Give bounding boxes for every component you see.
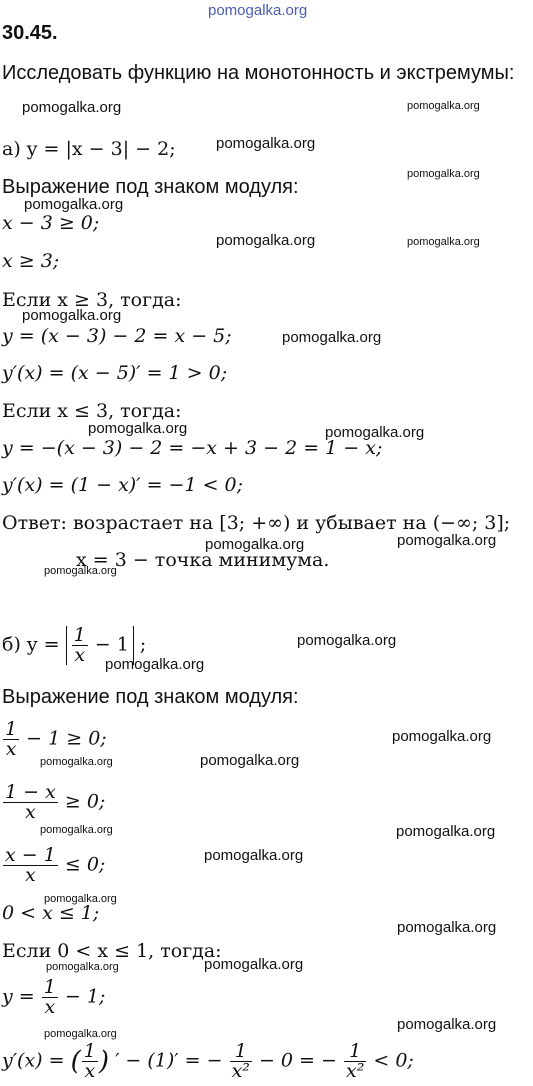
- fraction-denominator: x: [3, 802, 58, 822]
- fraction-denominator: x: [72, 645, 88, 665]
- case-function-tail: − 1;: [64, 985, 106, 1008]
- fraction-numerator: 1: [43, 976, 56, 998]
- part-b-function-prefix: б) y =: [2, 633, 60, 656]
- watermark: pomogalka.org: [46, 961, 119, 973]
- part-a-case1-heading: Если x ≥ 3, тогда:: [2, 289, 182, 311]
- watermark: pomogalka.org: [325, 424, 425, 441]
- case-function-prefix: y =: [2, 985, 35, 1008]
- part-a-answer: Ответ: возрастает на [3; +∞) и убывает на (−∞; 3];: [2, 512, 511, 534]
- watermark: pomogalka.org: [24, 196, 124, 213]
- part-a-condition: x ≥ 3;: [2, 250, 60, 272]
- watermark: pomogalka.org: [396, 823, 496, 840]
- open-paren: (: [70, 1046, 81, 1077]
- watermark: pomogalka.org: [22, 99, 122, 116]
- watermark-top[interactable]: pomogalka.org: [208, 2, 308, 19]
- part-b-case-derivative: [2, 1042, 414, 1081]
- watermark: pomogalka.org: [22, 307, 122, 324]
- derivative-mid: ′ − (1)′ = −: [115, 1049, 223, 1072]
- watermark: pomogalka.org: [397, 532, 497, 549]
- part-b-inequality-1: [2, 720, 107, 759]
- part-a-case2-derivative: y′(x) = (1 − x)′ = −1 < 0;: [2, 474, 244, 496]
- fraction-numerator: 1: [234, 1040, 247, 1062]
- part-b-interval: 0 < x ≤ 1;: [2, 902, 100, 924]
- fraction-numerator: 1 − x: [5, 781, 56, 803]
- part-b-modulus-heading: Выражение под знаком модуля:: [2, 686, 299, 708]
- part-a-inequality: x − 3 ≥ 0;: [2, 212, 100, 234]
- fraction-denominator: x: [3, 865, 58, 885]
- watermark: pomogalka.org: [407, 168, 480, 180]
- watermark: pomogalka.org: [204, 956, 304, 973]
- watermark: pomogalka.org: [216, 135, 316, 152]
- part-b-abs-tail: − 1: [94, 633, 129, 656]
- watermark: pomogalka.org: [44, 1028, 117, 1040]
- task-statement: Исследовать функцию на монотонность и экстремумы:: [2, 62, 515, 84]
- part-b-inequality-3: [2, 846, 105, 885]
- fraction: [3, 720, 19, 759]
- fraction: [42, 978, 58, 1017]
- part-a-modulus-heading: Выражение под знаком модуля:: [2, 176, 299, 198]
- watermark: pomogalka.org: [216, 232, 316, 249]
- fraction-denominator: x: [3, 739, 19, 759]
- watermark: pomogalka.org: [40, 824, 113, 836]
- watermark: pomogalka.org: [44, 565, 117, 577]
- watermark: pomogalka.org: [44, 893, 117, 905]
- derivative-mid2: − 0 = −: [258, 1049, 337, 1072]
- part-a-case2-heading: Если x ≤ 3, тогда:: [2, 400, 182, 422]
- fraction: [3, 846, 58, 885]
- part-a-function: а) y = |x − 3| − 2;: [2, 138, 176, 160]
- part-b-fraction: [72, 626, 88, 665]
- fraction-numerator: 1: [5, 718, 18, 740]
- inequality-tail: ≤ 0;: [64, 853, 106, 876]
- part-b-function-suffix: ;: [139, 633, 147, 656]
- part-a-case2-function: y = −(x − 3) − 2 = −x + 3 − 2 = 1 − x;: [2, 437, 383, 459]
- part-b-inequality-2: [2, 783, 105, 822]
- derivative-prefix: y′(x) =: [2, 1049, 65, 1072]
- part-a-minimum: x = 3 − точка минимума.: [76, 549, 330, 571]
- part-a-case1-derivative: y′(x) = (x − 5)′ = 1 > 0;: [2, 362, 228, 384]
- watermark: pomogalka.org: [105, 656, 205, 673]
- watermark: pomogalka.org: [282, 329, 382, 346]
- fraction-numerator: 1: [83, 1040, 96, 1062]
- part-b-case-function: [2, 978, 105, 1017]
- watermark: pomogalka.org: [297, 632, 397, 649]
- fraction-denominator: x: [82, 1061, 98, 1081]
- derivative-tail: < 0;: [373, 1049, 414, 1072]
- watermark: pomogalka.org: [407, 236, 480, 248]
- watermark: pomogalka.org: [407, 100, 480, 112]
- part-b-abs: [66, 626, 134, 665]
- watermark: pomogalka.org: [397, 1016, 497, 1033]
- part-a-case1-function: y = (x − 3) − 2 = x − 5;: [2, 325, 232, 347]
- inequality-tail: − 1 ≥ 0;: [26, 727, 107, 750]
- fraction-numerator: 1: [73, 624, 86, 646]
- fraction-denominator: x: [42, 997, 58, 1017]
- fraction-numerator: 1: [349, 1040, 362, 1062]
- inequality-tail: ≥ 0;: [64, 790, 106, 813]
- fraction: [82, 1042, 98, 1081]
- part-b-case-heading: Если 0 < x ≤ 1, тогда:: [2, 940, 222, 962]
- problem-number: 30.45.: [2, 22, 58, 44]
- watermark: pomogalka.org: [40, 756, 113, 768]
- fraction: [3, 783, 58, 822]
- watermark: pomogalka.org: [204, 847, 304, 864]
- watermark: pomogalka.org: [397, 919, 497, 936]
- fraction-denominator: x²: [231, 1060, 250, 1082]
- watermark: pomogalka.org: [200, 752, 300, 769]
- watermark: pomogalka.org: [392, 728, 492, 745]
- fraction: [230, 1042, 252, 1081]
- fraction: [344, 1042, 366, 1081]
- fraction-denominator: x²: [345, 1060, 365, 1082]
- watermark: pomogalka.org: [88, 420, 188, 437]
- close-paren: ): [98, 1046, 110, 1077]
- part-b-function: [2, 626, 146, 665]
- fraction-numerator: x − 1: [5, 844, 56, 866]
- watermark: pomogalka.org: [205, 536, 305, 553]
